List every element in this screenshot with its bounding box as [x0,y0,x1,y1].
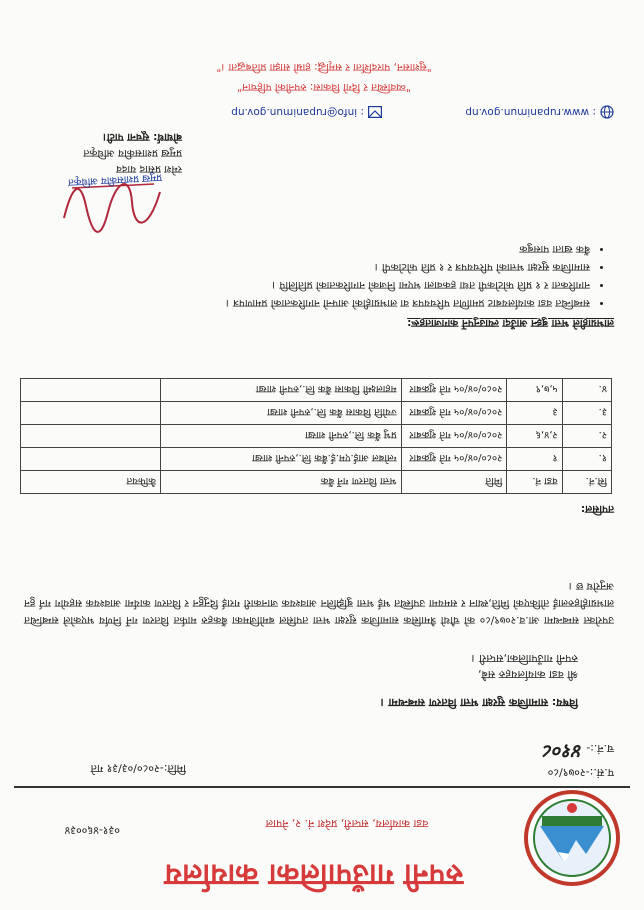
documents-list [20,240,606,312]
addressee-block [471,650,578,682]
table-cell: ३. [562,402,611,425]
list-item: • सामाजिक सुरक्षा भत्ताको परिचयपत्र र १ प्रति फोटोकपी । [20,258,590,276]
table-header-cell: कैफियत [21,471,161,494]
table-header-cell: सि.नं. [562,471,611,494]
mail-icon [368,106,382,118]
table-cell: २,४,६ [507,425,562,448]
table-cell: २०८०/०४/०५ गते शुक्रबार [401,448,507,471]
table-cell: प्रभु बैंक लि.,रुपनी शाखा [160,425,401,448]
globe-icon [600,105,614,119]
table-cell [21,379,161,402]
table-cell: १. [562,448,611,471]
addressee-line: रुपनी गाउँपालिका,सप्तरी । [471,652,578,665]
letter-subject: विषय: सामाजिक सुरक्षा भत्ता वितरण सम्बन्धमा । [380,696,578,709]
table-cell: १ [507,448,562,471]
table-cell: ज्योति विकास बैंक लि.,रुपनी शाखा [160,402,401,425]
reference-block [543,739,614,780]
letter-body: उपरोक्त सम्बन्धमा आ.व.२०७९/८० को चौथो त्रैमासिक सामाजिक सुरक्षा भत्ता तपसिल बमोजिमका बैंकहरु मार्फत वितरण गर्ने निर्णय भएकोले सम्बन्धित लाभग्राहीहरुलाई तोकिएको मिति,स्थान र समयमा उपस्थित भई भत्ता बुझिलिन आवश्यक जानकारी गराई दिनुहुन र वितरण कार्यमा आवश्यक सहयोग गर्न हुन अनुरोध छ । [24,580,614,626]
email-link[interactable]: : info@rupanimun.gov.np [231,106,364,118]
office-title: रुपनी गाउँपालिका कार्यालय [164,857,464,892]
table-header-cell: वडा नं. [507,471,562,494]
documents-heading: लाभग्राहीले भत्ता बुझ्न आउँदा ल्याउनुपर्ने कागजातहरू: [407,317,614,329]
footer-slogan: "व्यवस्थित र दिगो विकास: रुपनीको पहिचान" [237,81,411,93]
table-header-cell: मिति [401,471,507,494]
table-cell: २. [562,425,611,448]
reference-number: प.सं.:-२०७९/८० [547,766,614,779]
list-item: • सम्बन्धित वडा कार्यालयबाट प्रमाणित परिचयपत्र वा लाभग्राहीको आफ्नो नागरिकताको प्रमाणपत्र । [20,294,590,312]
table-cell: ४. [562,379,611,402]
table-row [21,402,612,425]
bank-distribution-table [20,378,612,494]
table-cell [21,425,161,448]
table-cell: २०८०/०४/०५ गते शुक्रबार [401,379,507,402]
letter-date: मिति:-२०८०/०३/३१ गते [90,762,186,775]
table-cell: ग्लोबल आई.एम.ई.बैंक लि.,रुपनी शाखा [160,448,401,471]
table-cell: २०८०/०४/०५ गते शुक्रबार [401,425,507,448]
copy-to-line: बोधार्थ: सूचना पाटी। [102,131,182,143]
list-item: • बैंक खाता पासबुक [20,240,590,258]
table-cell [21,448,161,471]
official-stamp: प्रमुख प्रशासकीय अधिकृत [67,171,163,188]
table-cell: महालक्ष्मी विकास बैंक लि.,रुपनी शाखा [160,379,401,402]
dispatch-label: च.नं.:- [586,742,614,755]
dispatch-line [543,739,614,765]
header-divider [14,786,630,788]
table-header-cell: भत्ता वितरण गर्ने बैंक [160,471,401,494]
table-cell [21,402,161,425]
website-link[interactable]: : www.rupanimun.gov.np [465,106,596,118]
sub-office-address: वडा कार्यालय, सप्तरी, प्रदेश नं. २, नेपाल [265,817,429,830]
table-row [21,448,612,471]
signatory-name: रमेश प्रसाद यादव [116,163,182,175]
municipality-emblem-icon [520,788,624,888]
footer-slogan: "सुशासन, पारदर्शिता र समृद्धि: हाम्रो साझा प्रतिबद्धता ।" [216,61,432,73]
table-cell: ५,७,९ [507,379,562,402]
table-cell: ३ [507,402,562,425]
list-item: • नागरिकता र १ प्रति फोटोकपी तथा हकवाला भएमा निजको नागरिकताको प्रतिलिपि । [20,276,590,294]
signatory-role: प्रमुख प्रशासकीय अधिकृत [83,147,182,159]
table-row [21,379,612,402]
table-cell: २०८०/०४/०५ गते शुक्रबार [401,402,507,425]
dispatch-number: ४१०८ [543,740,583,762]
table-row [21,425,612,448]
addressee-line: श्री वडा कार्यालयहरु सबै, [478,668,578,681]
office-phone: ०३१-४६००३४ [64,824,120,837]
attachment-label: तपसिल: [580,503,614,515]
table-header-row [21,471,612,494]
